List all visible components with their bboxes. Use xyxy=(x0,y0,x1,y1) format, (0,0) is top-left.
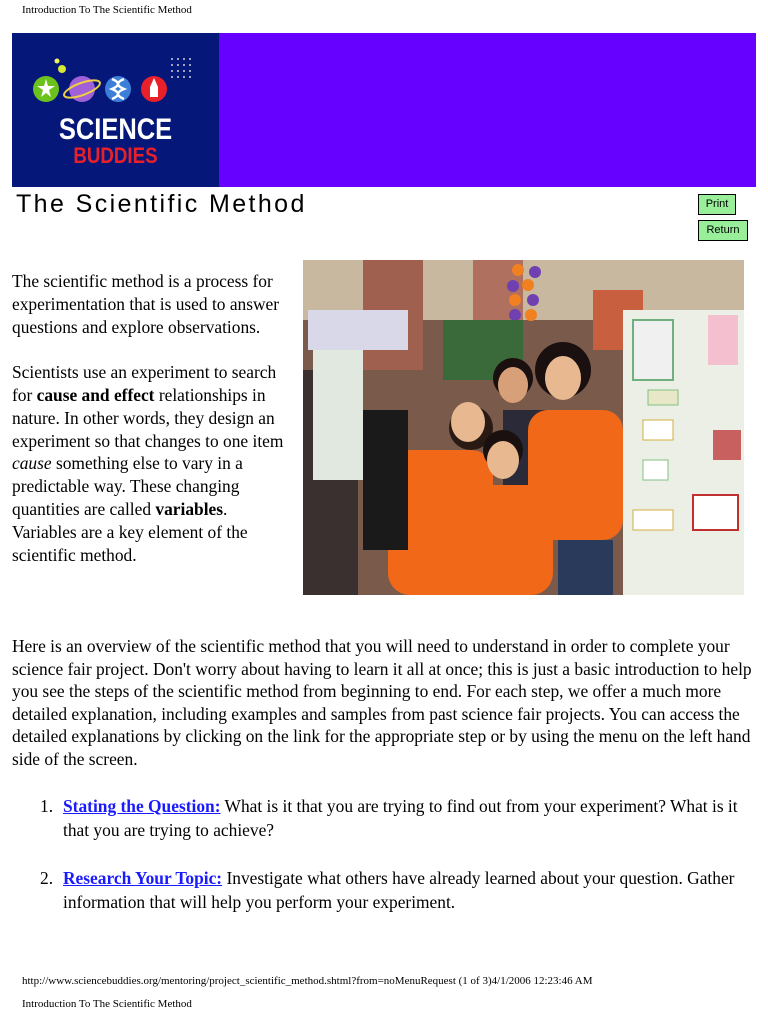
page-title: The Scientific Method xyxy=(16,190,307,218)
cause-and-effect-bold: cause and effect xyxy=(36,384,155,405)
science-fair-photo xyxy=(303,260,744,595)
stating-question-link[interactable]: Stating the Question: xyxy=(63,796,221,816)
list-item xyxy=(12,866,757,914)
return-button[interactable]: Return xyxy=(698,220,748,241)
dots-decoration xyxy=(171,58,191,78)
intro-paragraph-2 xyxy=(12,361,284,566)
rocket-icon xyxy=(141,76,167,102)
research-topic-link[interactable]: Research Your Topic: xyxy=(63,868,223,888)
logo-text-science: SCIENCE xyxy=(58,113,173,146)
intro-paragraph-1: The scientific method is a process for experimentation that is used to answer questions and explore observations. xyxy=(12,271,280,337)
logo-text-buddies: BUDDIES xyxy=(73,143,158,168)
science-buddies-logo[interactable] xyxy=(12,33,219,187)
variables-bold: variables xyxy=(155,498,224,519)
star-icon xyxy=(33,76,59,102)
intro-text-segment: something else to vary in a predictable way. These changing quantities are called xyxy=(12,453,243,519)
intro-text-segment: Scientists use an experiment to search for xyxy=(12,362,277,405)
logo-icons xyxy=(32,53,202,113)
print-header-title: Introduction To The Scientific Method xyxy=(22,4,192,16)
steps-list xyxy=(12,794,757,938)
intro-text-segment: relationships in nature. In other words, they design an experiment so that changes to one item xyxy=(12,384,284,451)
planet-icon xyxy=(62,76,102,102)
step-number: 2. xyxy=(40,868,54,888)
cause-italic: cause xyxy=(12,453,52,474)
small-planet-icon xyxy=(58,65,66,73)
footer-url: http://www.sciencebuddies.org/mentoring/project_scientific_method.shtml?from=noMenuRequest (1 of 3)4/1/2006 12:23:46 AM xyxy=(22,975,593,987)
overview-paragraph: Here is an overview of the scientific method that you will need to understand in order to complete your science fair project. Don't worry about having to learn it all at once; this is just a basic introduction to help you see the steps of the scientific method from beginning to end. For each step, we offer a much more detailed explanation, including examples and samples from past science fair projects. You can access the detailed explanations by clicking on the link for the appropriate step or by using the menu on the left hand side of the screen. xyxy=(12,636,752,769)
step-number: 1. xyxy=(40,796,54,816)
print-button[interactable]: Print xyxy=(698,194,736,215)
photo-illustration xyxy=(303,260,744,595)
dna-icon xyxy=(105,76,131,102)
intro-text xyxy=(12,270,284,589)
footer-title: Introduction To The Scientific Method xyxy=(22,998,192,1010)
list-item xyxy=(12,794,757,842)
step-description: Investigate what others have already learned about your question. Gather information that will help you perform your experiment. xyxy=(63,868,735,912)
step-description: What is it that you are trying to find out from your experiment? What is it that you are trying to achieve? xyxy=(63,796,738,840)
intro-text-segment: . Variables are a key element of the scientific method. xyxy=(12,498,248,565)
